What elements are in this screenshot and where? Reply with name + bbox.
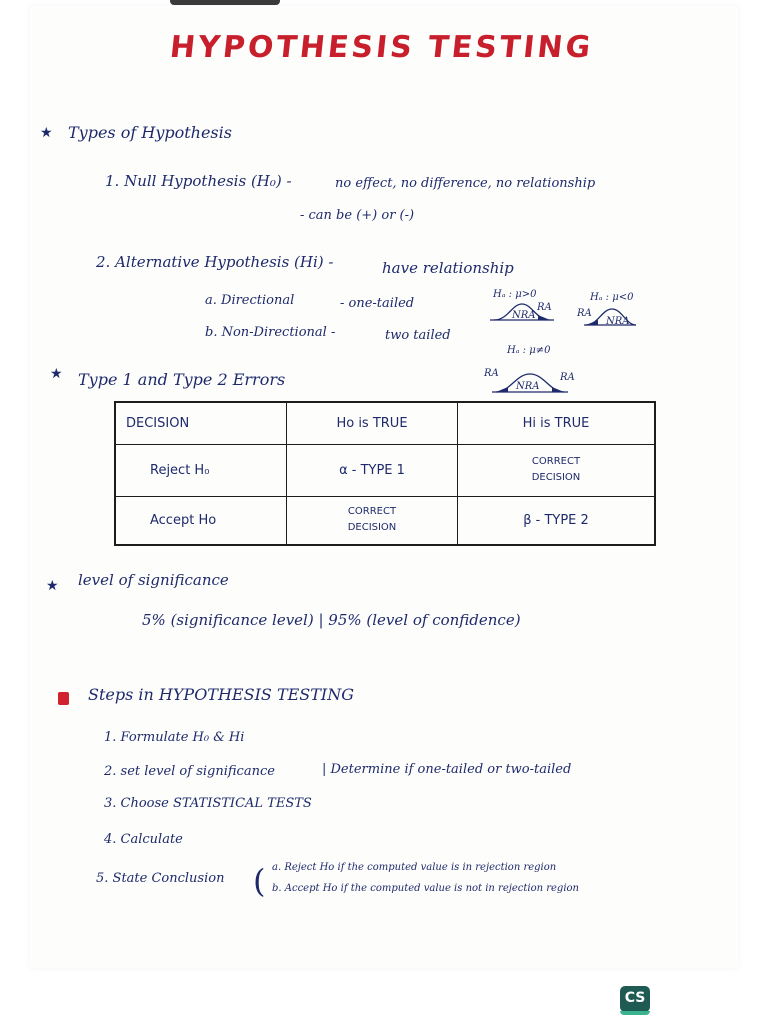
alt-hypothesis-desc: have relationship	[382, 259, 514, 277]
top-edge-mark	[170, 0, 280, 5]
step-5: 5. State Conclusion	[96, 871, 225, 886]
step-2-b: | Determine if one-tailed or two-tailed	[322, 762, 572, 777]
errors-table	[114, 401, 656, 546]
null-hypothesis-note: - can be (+) or (-)	[300, 208, 415, 223]
graph-left-tail-label: Hₐ : μ<0	[590, 292, 634, 303]
null-hypothesis-desc: no effect, no difference, no relationship	[335, 176, 596, 191]
header-ho-true: Ho is TRUE	[287, 402, 458, 444]
star-bullet-icon: ★	[46, 578, 59, 594]
directional-label: a. Directional	[205, 293, 295, 308]
directional-desc: - one-tailed	[340, 296, 415, 311]
nondirectional-label: b. Non-Directional -	[205, 325, 336, 340]
table-row	[115, 444, 655, 496]
step-2-a: 2. set level of significance	[104, 764, 275, 779]
step-1: 1. Formulate H₀ & Hi	[104, 730, 245, 745]
red-square-bullet-icon	[58, 692, 69, 705]
cell-text: DECISION	[531, 472, 581, 483]
cell-type1: α - TYPE 1	[287, 444, 458, 496]
row-accept-label: Accept Ho	[115, 496, 287, 545]
table-row	[115, 496, 655, 545]
types-heading: Types of Hypothesis	[68, 123, 232, 142]
graph-right-ra: RA	[537, 302, 552, 313]
graph-left-ra: RA	[577, 308, 592, 319]
header-hi-true: Hi is TRUE	[458, 402, 656, 444]
steps-heading: Steps in HYPOTHESIS TESTING	[88, 685, 355, 704]
graph-left-nra: NRA	[606, 316, 630, 327]
significance-heading: level of significance	[78, 571, 229, 589]
row-reject-label: Reject H₀	[115, 444, 287, 496]
header-decision: DECISION	[115, 402, 287, 444]
graph-right-tail-label: Hₐ : μ>0	[493, 289, 537, 300]
page-title: HYPOTHESIS TESTING	[168, 30, 595, 65]
cell-text: CORRECT	[531, 456, 581, 467]
cell-correct-decision	[287, 496, 458, 545]
graph-two-ra-left: RA	[484, 368, 499, 379]
step-5-a: a. Reject Ho if the computed value is in rejection region	[272, 862, 557, 873]
table-row	[115, 402, 655, 444]
brace-icon: (	[253, 862, 266, 900]
significance-line: 5% (significance level) | 95% (level of confidence)	[142, 611, 521, 629]
graph-two-ra-right: RA	[560, 372, 575, 383]
graph-two-tail-label: Hₐ : μ≠0	[507, 345, 551, 356]
step-3: 3. Choose STATISTICAL TESTS	[104, 796, 312, 811]
step-4: 4. Calculate	[104, 832, 183, 847]
star-bullet-icon: ★	[40, 125, 53, 141]
null-hypothesis-label: 1. Null Hypothesis (H₀) -	[105, 172, 292, 190]
camscanner-logo: CS	[620, 986, 650, 1012]
star-bullet-icon: ★	[50, 366, 63, 382]
errors-heading: Type 1 and Type 2 Errors	[78, 370, 286, 389]
cell-type2: β - TYPE 2	[458, 496, 656, 545]
cell-text: CORRECT	[347, 506, 397, 518]
nondirectional-desc: two tailed	[385, 328, 451, 343]
graph-two-nra: NRA	[516, 381, 540, 392]
cell-correct-decision	[458, 444, 656, 496]
step-5-b: b. Accept Ho if the computed value is not in rejection region	[272, 883, 579, 894]
graph-right-nra: NRA	[512, 310, 536, 321]
alt-hypothesis-label: 2. Alternative Hypothesis (Hi) -	[96, 253, 334, 271]
cell-text: DECISION	[347, 522, 397, 534]
